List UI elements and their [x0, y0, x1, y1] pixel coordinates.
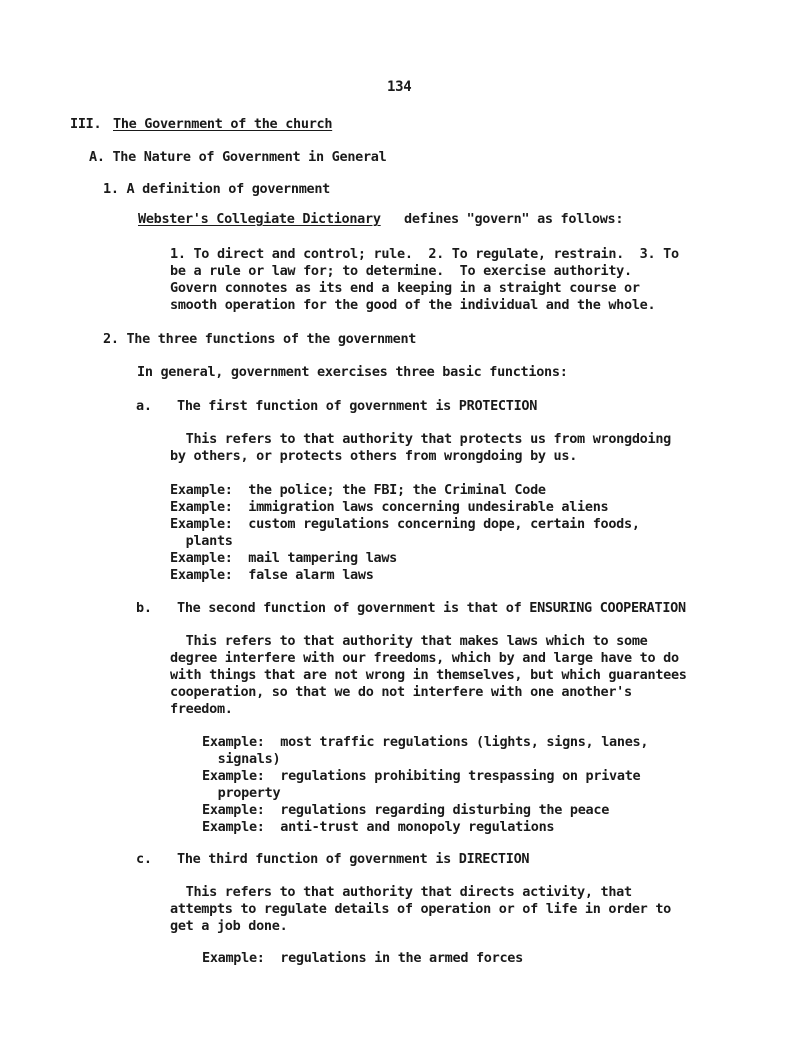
subsection-a-heading: A. The Nature of Government in General: [89, 149, 387, 165]
function-b-label: b.: [136, 600, 152, 616]
description-line: cooperation, so that we do not interfere with one another's: [170, 684, 632, 700]
example-line: Example: most traffic regulations (lights, signs, lanes,: [202, 734, 649, 750]
function-b-heading: The second function of government is that of ENSURING COOPERATION: [177, 600, 686, 616]
example-line: Example: anti-trust and monopoly regulations: [202, 819, 555, 835]
description-line: with things that are not wrong in themselves, but which guarantees: [170, 667, 687, 683]
description-line: get a job done.: [170, 918, 288, 934]
item-1-heading: 1. A definition of government: [103, 181, 331, 197]
description-line: freedom.: [170, 701, 233, 717]
page-number: 134: [387, 79, 412, 95]
function-a-heading: The first function of government is PROTECTION: [177, 398, 538, 414]
item-2-intro: In general, government exercises three basic functions:: [137, 364, 568, 380]
example-line: Example: custom regulations concerning dope, certain foods,: [170, 516, 640, 532]
item-2-heading: 2. The three functions of the government: [103, 331, 417, 347]
example-line: Example: false alarm laws: [170, 567, 374, 583]
example-line: signals): [202, 751, 281, 767]
example-line: Example: regulations regarding disturbing the peace: [202, 802, 610, 818]
definition-line: 1. To direct and control; rule. 2. To regulate, restrain. 3. To: [170, 246, 679, 262]
definition-line: be a rule or law for; to determine. To exercise authority.: [170, 263, 632, 279]
example-line: Example: the police; the FBI; the Criminal Code: [170, 482, 546, 498]
description-line: This refers to that authority that makes laws which to some: [170, 633, 648, 649]
example-line: Example: mail tampering laws: [170, 550, 398, 566]
example-line: property: [202, 785, 281, 801]
example-line: plants: [170, 533, 233, 549]
description-line: attempts to regulate details of operation or of life in order to: [170, 901, 671, 917]
section-roman-numeral: III.: [70, 116, 102, 132]
description-line: by others, or protects others from wrongdoing by us.: [170, 448, 578, 464]
example-line: Example: immigration laws concerning undesirable aliens: [170, 499, 609, 515]
description-line: This refers to that authority that directs activity, that: [170, 884, 632, 900]
section-heading: The Government of the church: [113, 116, 333, 132]
example-line: Example: regulations in the armed forces: [202, 950, 523, 966]
definition-line: Govern connotes as its end a keeping in a straight course or: [170, 280, 640, 296]
description-line: This refers to that authority that protects us from wrongdoing: [170, 431, 671, 447]
function-c-label: c.: [136, 851, 152, 867]
function-a-label: a.: [136, 398, 152, 414]
dictionary-intro: defines "govern" as follows:: [404, 211, 624, 227]
function-c-heading: The third function of government is DIRECTION: [177, 851, 530, 867]
dictionary-title: Webster's Collegiate Dictionary: [138, 211, 381, 227]
example-line: Example: regulations prohibiting trespassing on private: [202, 768, 641, 784]
definition-line: smooth operation for the good of the individual and the whole.: [170, 297, 656, 313]
description-line: degree interfere with our freedoms, which by and large have to do: [170, 650, 679, 666]
